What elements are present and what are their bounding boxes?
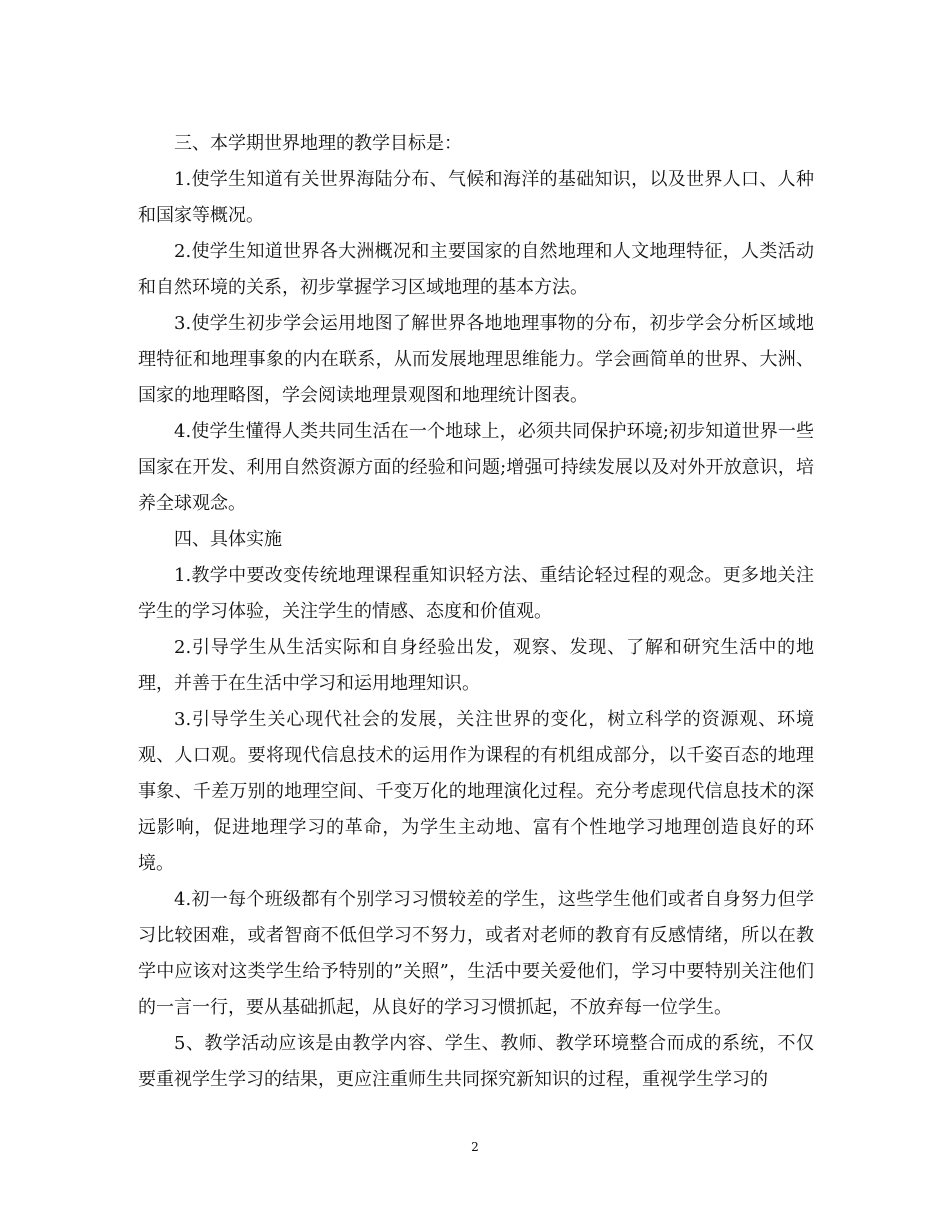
paragraph-goal-4: 4.使学生懂得人类共同生活在一个地球上，必须共同保护环境;初步知道世界一些国家在开发、利用自然资源方面的经验和问题;增强可持续发展以及对外开放意识，培养全球观念。 <box>138 421 814 514</box>
page-number: 2 <box>471 1140 479 1154</box>
document-body <box>138 126 814 1098</box>
section-heading-implementation: 四、具体实施 <box>174 529 282 550</box>
paragraph-implementation-4: 4.初一每个班级都有个别学习习惯较差的学生，这些学生他们或者自身努力但学习比较困难，或者智商不低但学习不努力，或者对老师的教育有反感情绪，所以在教学中应该对这类学生给予特别的”关照”，生活中要关爱他们，学习中要特别关注他们的一言一行，要从基础抓起，从良好的学习习惯抓起，不放弃每一位学生。 <box>138 889 814 1018</box>
section-heading-teaching-goals: 三、本学期世界地理的教学目标是： <box>174 133 462 154</box>
paragraph-implementation-1: 1.教学中要改变传统地理课程重知识轻方法、重结论轻过程的观念。更多地关注学生的学习体验，关注学生的情感、态度和价值观。 <box>138 565 814 622</box>
paragraph-goal-3: 3.使学生初步学会运用地图了解世界各地地理事物的分布，初步学会分析区域地理特征和地理事象的内在联系，从而发展地理思维能力。学会画简单的世界、大洲、国家的地理略图，学会阅读地理景观图和地理统计图表。 <box>138 313 814 406</box>
paragraph-implementation-2: 2.引导学生从生活实际和自身经验出发，观察、发现、了解和研究生活中的地理，并善于在生活中学习和运用地理知识。 <box>138 637 814 694</box>
paragraph-implementation-3: 3.引导学生关心现代社会的发展，关注世界的变化，树立科学的资源观、环境观、人口观。要将现代信息技术的运用作为课程的有机组成部分，以千姿百态的地理事象、千差万别的地理空间、千变万化的地理演化过程。充分考虑现代信息技术的深远影响，促进地理学习的革命，为学生主动地、富有个性地学习地理创造良好的环境。 <box>138 709 814 874</box>
paragraph-implementation-5: 5、教学活动应该是由教学内容、学生、教师、教学环境整合而成的系统，不仅要重视学生学习的结果，更应注重师生共同探究新知识的过程，重视学生学习的 <box>138 1033 814 1090</box>
paragraph-goal-1: 1.使学生知道有关世界海陆分布、气候和海洋的基础知识，以及世界人口、人种和国家等概况。 <box>138 169 814 226</box>
paragraph-goal-2: 2.使学生知道世界各大洲概况和主要国家的自然地理和人文地理特征，人类活动和自然环境的关系，初步掌握学习区域地理的基本方法。 <box>138 241 814 298</box>
